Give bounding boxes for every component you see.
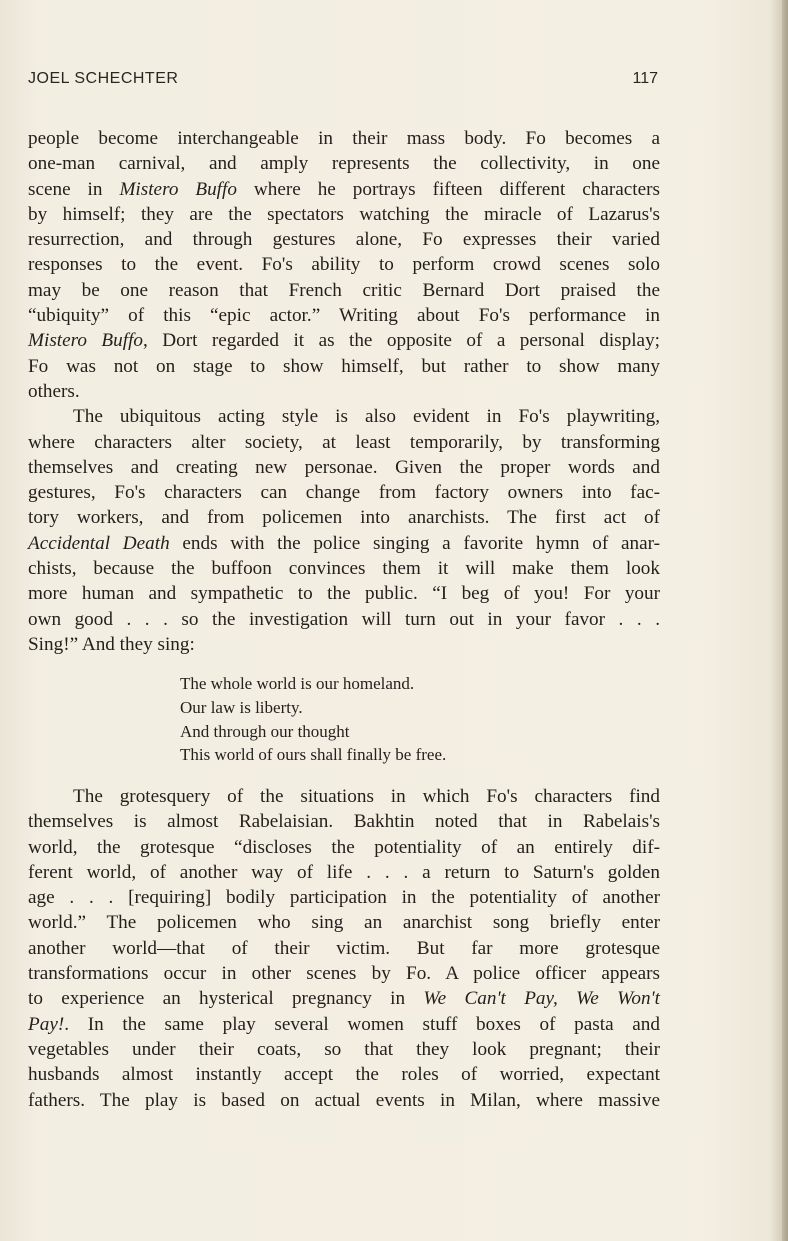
text-line — [28, 177, 660, 202]
line-text: world.” The policemen who sing an anarchist song briefly enter — [28, 912, 660, 934]
text-line — [28, 1088, 660, 1113]
text-line — [28, 860, 660, 885]
verse-line: This world of ours shall finally be free. — [180, 745, 447, 765]
line-text: people become interchangeable in their mass body. Fo becomes a — [28, 128, 660, 149]
text-line — [28, 1062, 660, 1087]
text-line — [28, 430, 660, 455]
line-text: tory workers, and from policemen into anarchists. The first act of — [28, 507, 660, 529]
line-text: The grotesquery of the situations in which Fo's characters find — [73, 786, 660, 807]
line-text: resurrection, and through gestures alone, Fo expresses their varied — [28, 229, 660, 251]
text-line — [28, 607, 660, 632]
line-text: husbands almost instantly accept the roles of worried, expectant — [28, 1064, 660, 1086]
body-text-bottom — [28, 784, 660, 1113]
text-line — [28, 227, 660, 252]
verse-line: And through our thought — [180, 721, 350, 741]
text-line — [28, 784, 660, 809]
text-line — [28, 986, 660, 1011]
text-line — [28, 1037, 660, 1062]
paragraph-1 — [28, 126, 660, 404]
text-line — [28, 885, 660, 910]
text-line — [28, 910, 660, 935]
italic-title: We Can't Pay, We Won't — [423, 988, 660, 1010]
line-text: scene in — [28, 178, 120, 200]
page-edge — [782, 0, 788, 1241]
line-text: where characters alter society, at least temporarily, by transforming — [28, 431, 660, 453]
running-head-author: JOEL SCHECHTER — [28, 70, 179, 87]
text-line — [28, 961, 660, 986]
text-line — [28, 505, 660, 530]
line-text: responses to the event. Fo's ability to perform crowd scenes solo — [28, 254, 660, 276]
text-line — [28, 126, 660, 151]
line-text: one-man carnival, and amply represents the collectivity, in one — [28, 153, 660, 175]
text-line — [28, 809, 660, 834]
verse-line: The whole world is our homeland. — [180, 674, 415, 693]
line-text: by himself; they are the spectators watching the miracle of Lazarus's — [28, 203, 660, 225]
line-text: may be one reason that French critic Bernard Dort praised the — [28, 279, 660, 301]
paragraph-2 — [28, 404, 660, 657]
line-text: The ubiquitous acting style is also evident in Fo's playwriting, — [73, 406, 660, 428]
text-line — [28, 632, 660, 657]
running-head — [28, 70, 658, 94]
text-line — [28, 835, 660, 860]
text-line — [28, 1012, 660, 1037]
line-text: . In the same play several women stuff boxes of pasta and — [64, 1013, 660, 1035]
paragraph-3 — [28, 784, 660, 1113]
text-line — [28, 151, 660, 176]
text-line — [28, 455, 660, 480]
text-line — [28, 404, 660, 429]
line-text: age . . . [requiring] bodily participation in the potentiality of another — [28, 887, 660, 909]
line-text: gestures, Fo's characters can change from factory owners into fac- — [28, 482, 660, 504]
line-text: themselves is almost Rabelaisian. Bakhtin noted that in Rabelais's — [28, 811, 660, 833]
line-text: Fo was not on stage to show himself, but rather to show many — [28, 355, 660, 377]
line-text: to experience an hysterical pregnancy in — [28, 988, 424, 1010]
line-text: world, the grotesque “discloses the potentiality of an entirely dif- — [28, 836, 660, 858]
line-text: transformations occur in other scenes by Fo. A police officer appears — [28, 963, 660, 985]
italic-title: Mistero Buffo — [28, 330, 144, 352]
text-line — [28, 354, 660, 379]
text-line — [28, 936, 660, 961]
text-line — [28, 531, 660, 556]
line-text: Sing!” And they sing: — [28, 633, 195, 655]
verse-line: Our law is liberty. — [180, 697, 303, 717]
body-text-top — [28, 126, 660, 657]
line-text: another world—that of their victim. But far more grotesque — [28, 937, 660, 959]
line-text: others. — [28, 380, 80, 402]
line-text: themselves and creating new personae. Given the proper words and — [28, 456, 660, 478]
text-line — [28, 379, 660, 404]
line-text: ferent world, of another way of life . . . a return to Saturn's golden — [28, 861, 660, 883]
line-text: , Dort regarded it as the opposite of a personal display; — [143, 330, 661, 352]
line-text: where he portrays fifteen different characters — [236, 178, 660, 200]
line-text: vegetables under their coats, so that they look pregnant; their — [28, 1038, 660, 1060]
text-line — [28, 278, 660, 303]
text-line — [28, 556, 660, 581]
line-text: own good . . . so the investigation will turn out in your favor . . . — [28, 608, 660, 630]
italic-title: Pay! — [28, 1013, 65, 1035]
text-line — [28, 581, 660, 606]
italic-title: Accidental Death — [28, 532, 170, 554]
italic-title: Mistero Buffo — [119, 178, 237, 200]
text-line — [28, 202, 660, 227]
text-line — [28, 303, 660, 328]
text-line — [28, 252, 660, 277]
verse-quotation — [180, 672, 600, 767]
text-line — [28, 328, 660, 353]
line-text: fathers. The play is based on actual events in Milan, where massive — [28, 1089, 660, 1111]
line-text: ends with the police singing a favorite hymn of anar- — [169, 532, 660, 554]
line-text: “ubiquity” of this “epic actor.” Writing about Fo's performance in — [28, 305, 660, 327]
line-text: more human and sympathetic to the public. “I beg of you! For your — [28, 583, 660, 605]
text-line — [28, 480, 660, 505]
page-number: 117 — [632, 70, 658, 87]
line-text: chists, because the buffoon convinces them it will make them look — [28, 558, 660, 580]
